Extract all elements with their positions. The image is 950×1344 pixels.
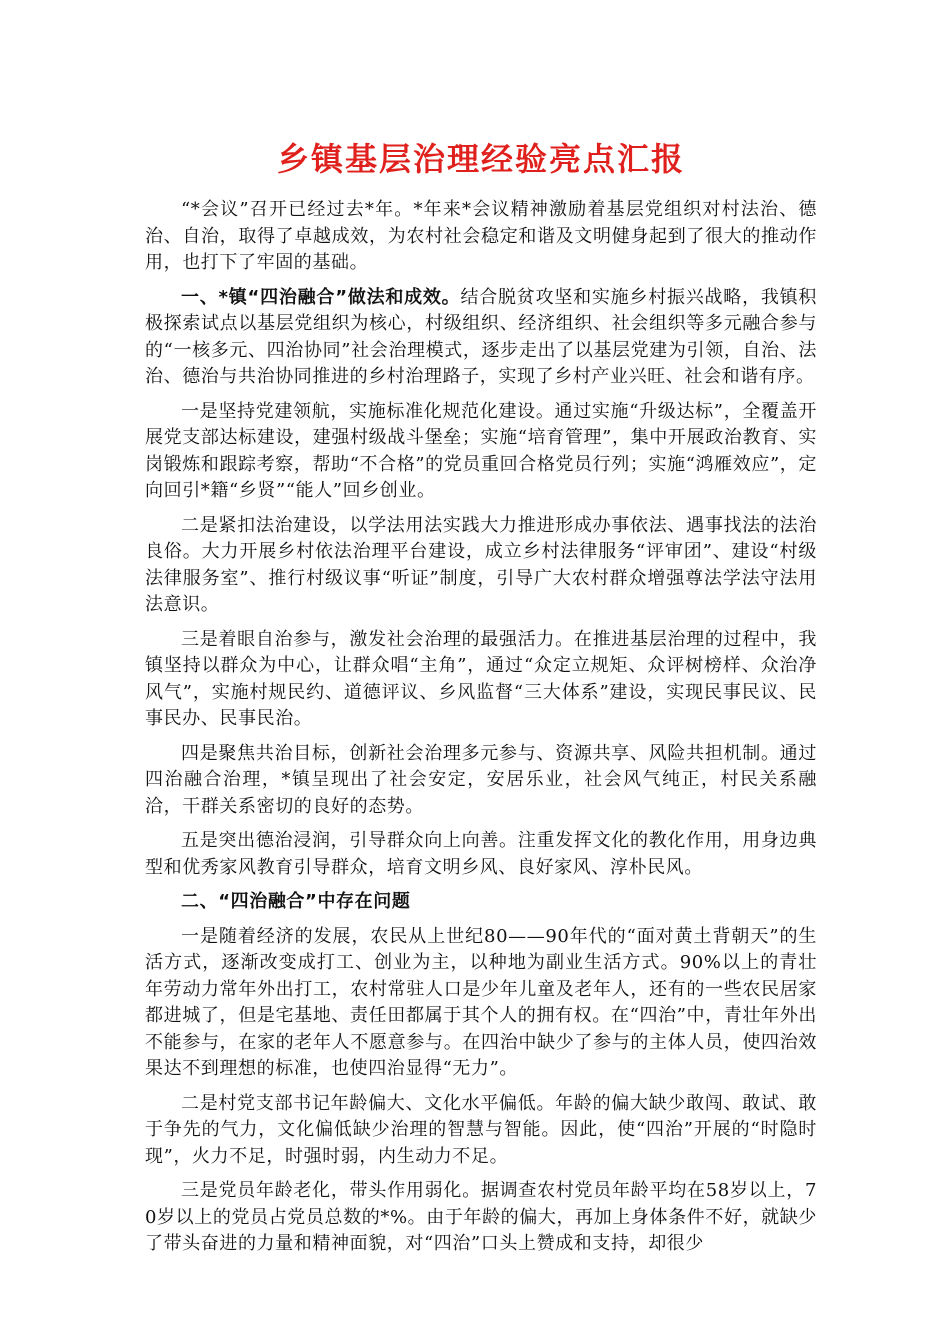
problem-er: 二是村党支部书记年龄偏大、文化水平偏低。年龄的偏大缺少敢闯、敢试、敢于争先的气力，文化偏低缺少治理的智慧与智能。因此，使“四治”开展的“时隐时现”，火力不足，时强时弱，内生动力不足。 <box>145 1092 817 1167</box>
problem-yi: 一是随着经济的发展，农民从上世纪80——90年代的“面对黄土背朝天”的生活方式，逐渐改变成打工、创业为主，以种地为副业生活方式。90%以上的青壮年劳动力常年外出打工，农村常驻人口是少年儿童及老年人，还有的一些农民居家都进城了，但是宅基地、责任田都属于其个人的拥有权。在“四治”中，青壮年外出不能参与，在家的老年人不愿意参与。在四治中缺少了参与的主体人员，使四治效果达不到理想的标准，也使四治显得“无力”。 <box>145 925 817 1079</box>
intro-paragraph: “*会议”召开已经过去*年。*年来*会议精神激励着基层党组织对村法治、德治、自治，取得了卓越成效，为农村社会稳定和谐及文明健身起到了很大的推动作用，也打下了牢固的基础。 <box>145 199 817 273</box>
section1-text: 结合脱贫攻坚和实施乡村振兴战略，我镇积极探索试点以基层党组织为核心，村级组织、经济组织、社会组织等多元融合参与的“一核多元、四治协同”社会治理模式，逐步走出了以基层党建为引领，自治、法治、德治与共治协同推进的乡村治理路子，实现了乡村产业兴旺、社会和谐有序。 <box>145 286 818 387</box>
document-title: 乡镇基层治理经验亮点汇报 <box>276 140 685 178</box>
section2-heading: 二、“四治融合”中存在问题 <box>181 891 411 912</box>
paragraph-er: 二是紧扣法治建设，以学法用法实践大力推进形成办事依法、遇事找法的法治良俗。大力开展乡村依法治理平台建设，成立乡村法律服务“评审团”、建设“村级法律服务室”、推行村级议事“听证”制度，引导广大农村群众增强尊法学法守法用法意识。 <box>145 514 817 615</box>
problem-san: 三是党员年龄老化，带头作用弱化。据调查农村党员年龄平均在58岁以上，70岁以上的党员占党员总数的*%。由于年龄的偏大，再加上身体条件不好，就缺少了带头奋进的力量和精神面貌，对“四治”口头上赞成和支持，却很少 <box>145 1180 817 1254</box>
paragraph-wu: 五是突出德治浸润，引导群众向上向善。注重发挥文化的教化作用，用身边典型和优秀家风教育引导群众，培育文明乡风、良好家风、淳朴民风。 <box>145 830 817 878</box>
section1-paragraph <box>145 285 817 391</box>
paragraph-si: 四是聚焦共治目标，创新社会治理多元参与、资源共享、风险共担机制。通过四治融合治理，*镇呈现出了社会安定，安居乐业，社会风气纯正，村民关系融洽，干群关系密切的良好的态势。 <box>145 742 817 817</box>
paragraph-yi: 一是坚持党建领航，实施标准化规范化建设。通过实施“升级达标”，全覆盖开展党支部达标建设，建强村级战斗堡垒；实施“培育管理”，集中开展政治教育、实岗锻炼和跟踪考察，帮助“不合格”的党员重回合格党员行列；实施“鸿雁效应”，定向回引*籍“乡贤”“能人”回乡创业。 <box>145 400 817 501</box>
paragraph-san: 三是着眼自治参与，激发社会治理的最强活力。在推进基层治理的过程中，我镇坚持以群众为中心，让群众唱“主角”，通过“众定立规矩、众评树榜样、众治净风气”，实施村规民约、道德评议、乡风监督“三大体系”建设，实现民事民议、民事民办、民事民治。 <box>145 628 817 729</box>
section1-heading: 一、*镇“四治融合”做法和成效。 <box>181 286 461 308</box>
